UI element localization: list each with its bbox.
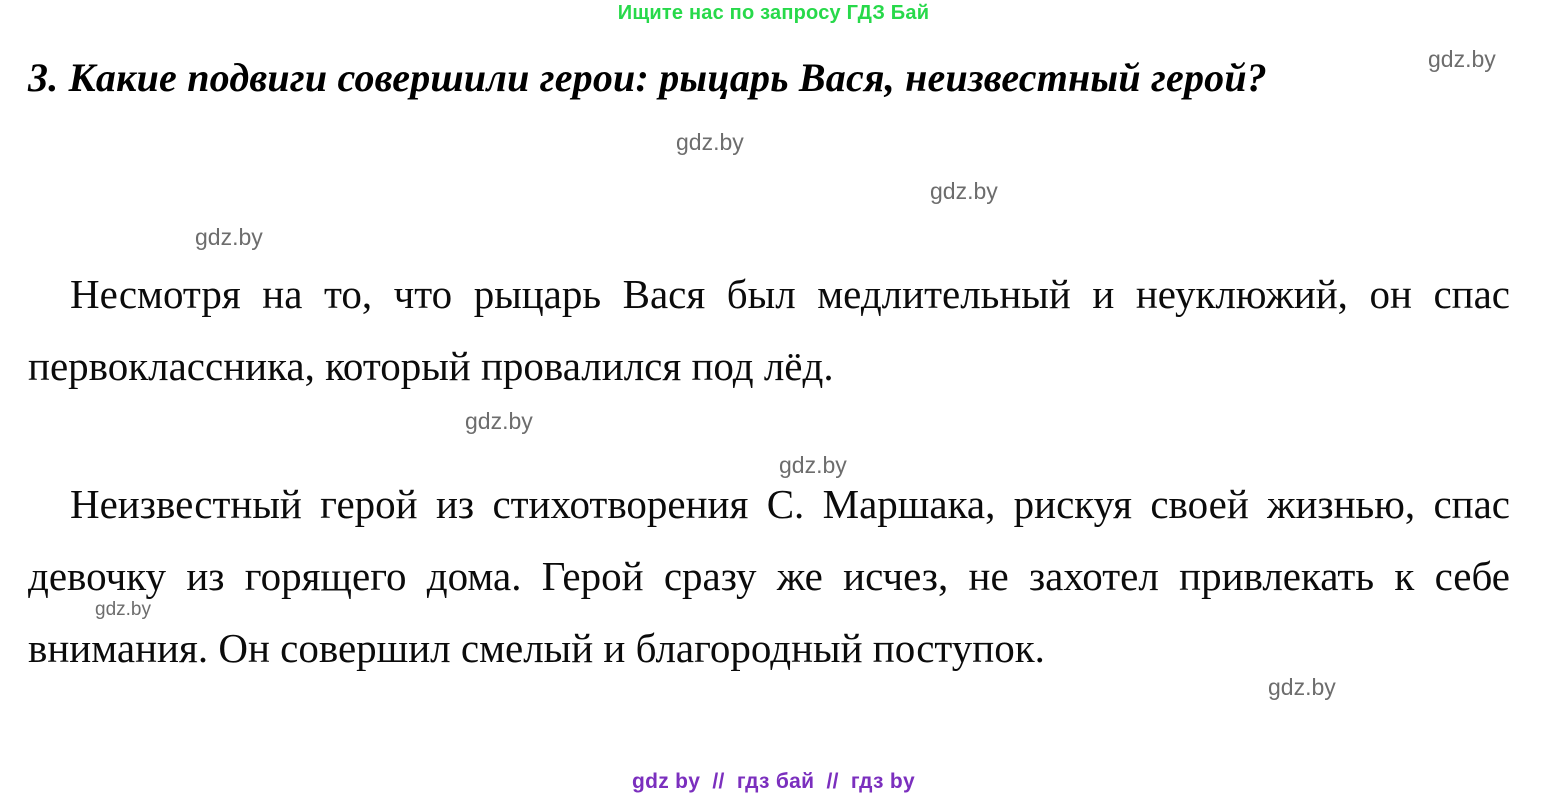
watermark-label: gdz.by	[465, 408, 533, 434]
watermark-label: gdz.by	[1428, 46, 1496, 72]
question-heading: 3. Какие подвиги совершили герои: рыцарь Вася, неизвестный герой?	[28, 55, 1267, 100]
footer-link-3[interactable]: гдз by	[850, 770, 915, 793]
footer-links	[0, 770, 1547, 794]
footer-separator: //	[826, 770, 839, 793]
watermark-label: gdz.by	[676, 129, 744, 155]
watermark-label: gdz.by	[95, 599, 151, 620]
footer-link-2[interactable]: гдз бай	[736, 770, 815, 793]
answer-paragraph-2: Неизвестный герой из стихотворения С. Маршака, рискуя своей жизнью, спас девочку из горящего дома. Герой сразу же исчез, не захотел привлекать к себе внимания. Он совершил смелый и благородный поступок.	[28, 481, 1510, 672]
footer-link-1[interactable]: gdz by	[631, 770, 701, 793]
watermark-label: gdz.by	[195, 224, 263, 250]
footer-separator: //	[712, 770, 725, 793]
watermark-label: gdz.by	[930, 178, 998, 204]
watermark-label: gdz.by	[779, 452, 847, 478]
answer-paragraph-1: Несмотря на то, что рыцарь Вася был медлительный и неуклюжий, он спас первоклассника, который провалился под лёд.	[28, 271, 1510, 390]
promo-banner-text: Ищите нас по запросу ГДЗ Бай	[617, 2, 930, 24]
watermark-label: gdz.by	[1268, 674, 1336, 700]
